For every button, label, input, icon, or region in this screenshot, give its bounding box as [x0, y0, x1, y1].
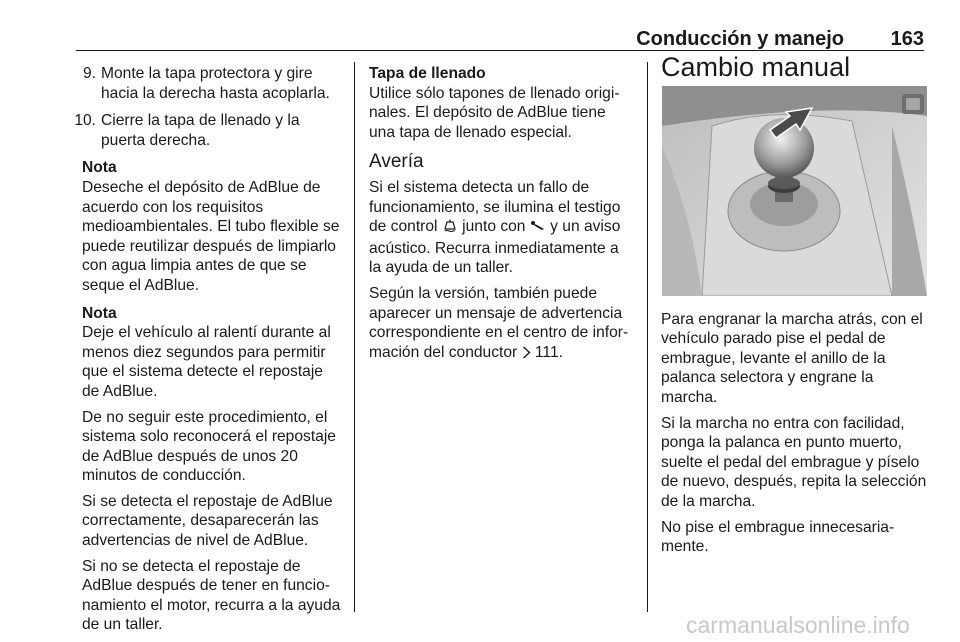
note-label: Nota [82, 304, 117, 322]
step-text: Monte la tapa protectora y gire hacia la derecha hasta acoplarla. [101, 65, 330, 102]
gear-lever-illustration [662, 86, 927, 296]
section-title: Conducción y manejo [636, 28, 844, 50]
wrench-service-icon [530, 219, 546, 239]
step-list [76, 64, 342, 150]
page-number: 163 [890, 28, 924, 50]
watermark: carmanualsonline.info [686, 612, 910, 638]
paragraph: Si la marcha no entra con facilidad, ponga la palanca en punto muerto, suelte el pedal del embrague y píselo de nuevo, después, repita la selección de la marcha. [661, 414, 927, 510]
note-text: Deje el vehículo al ralentí durante al menos diez segundos para permitir que el sistema detecte el repostaje de AdBlue. [82, 324, 331, 400]
column-2 [369, 64, 635, 370]
averia-paragraph: Si el sistema detecta un fallo de funcionamiento, se ilumina el testigo de control junto con y un aviso acústico. Recurra inmediatamente a la ayuda de un taller. [369, 178, 621, 277]
step-text: Cierre la tapa de llenado y la puerta derecha. [101, 112, 300, 149]
list-item [76, 111, 342, 150]
page-header [76, 20, 924, 51]
column-3 [661, 52, 929, 563]
page-reference[interactable]: 111. [534, 343, 563, 361]
page-reference-icon [522, 345, 531, 365]
column-divider-1 [354, 62, 355, 612]
paragraph: Utilice sólo tapones de llenado originales. El depósito de AdBlue tiene una tapa de llenado especial. [369, 84, 620, 141]
averia-heading: Avería [369, 151, 424, 173]
paragraph: Si se detecta el repostaje de AdBlue correctamente, desaparecerán las advertencias de nivel de AdBlue. [82, 492, 333, 550]
adblue-warning-icon [442, 217, 458, 239]
list-item [76, 64, 342, 103]
column-1 [76, 64, 342, 641]
section-heading: Cambio manual [661, 52, 851, 82]
step-number: 10. [74, 112, 96, 130]
note-text: Deseche el depósito de AdBlue de acuerdo con los requisitos medioambientales. El tubo flexible se puede reutilizar después de limpiarlo con agua limpia antes de que se seque el AdBlue. [82, 178, 340, 294]
step-number: 9. [82, 65, 96, 82]
paragraph: Para engranar la marcha atrás, con el vehículo parado pise el pedal de embrague, levante el anillo de la palanca selectora y engrane la marcha. [661, 310, 923, 406]
paragraph: De no seguir este procedimiento, el sistema solo reconocerá el repostaje de AdBlue después de unos 20 minutos de conducción. [82, 408, 336, 485]
column-divider-2 [647, 62, 648, 612]
version-paragraph: Según la versión, también puede aparecer un mensaje de advertencia correspondiente en el centro de información del conductor 111. [369, 284, 635, 364]
note-2 [76, 304, 342, 402]
note-label: Nota [82, 159, 117, 177]
cap-heading: Tapa de llenado [369, 65, 486, 82]
paragraph: No pise el embrague innecesariamente. [661, 518, 895, 556]
note-1 [76, 158, 342, 295]
paragraph: Si no se detecta el repostaje de AdBlue después de tener en funcionamiento el motor, recurra a la ayuda de un taller. [82, 557, 341, 634]
